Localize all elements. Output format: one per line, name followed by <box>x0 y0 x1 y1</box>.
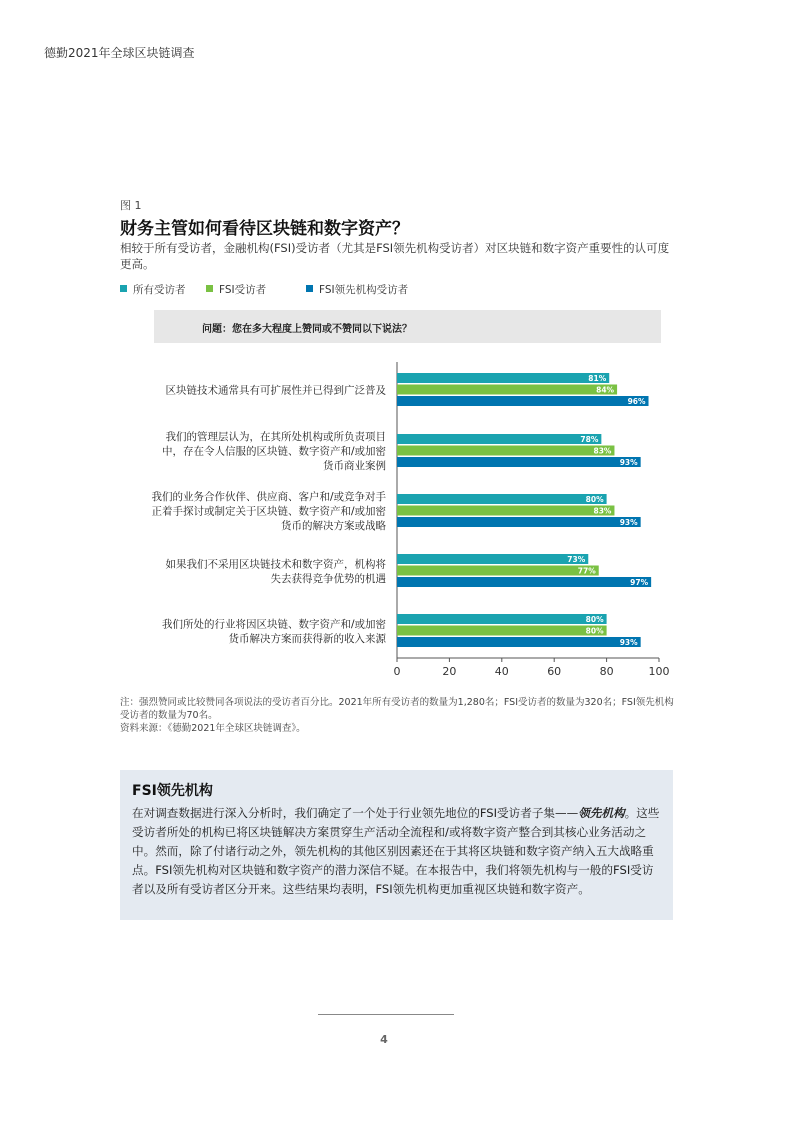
x-tick-label: 0 <box>393 665 401 678</box>
bar-value-label: 80% <box>585 626 604 636</box>
legend-label-fsi-leaders: FSI领先机构受访者 <box>319 284 409 296</box>
callout-emphasis: 领先机构 <box>578 806 625 820</box>
legend-label-all: 所有受访者 <box>133 284 186 296</box>
category-label: 货币的解决方案或战略 <box>281 520 386 532</box>
bar <box>397 566 599 576</box>
bar-value-label: 96% <box>627 397 646 406</box>
bar <box>397 637 641 647</box>
bar <box>397 614 607 624</box>
bar-value-label: 93% <box>619 458 638 467</box>
category-label: 货币解决方案而获得新的收入来源 <box>228 632 386 645</box>
fsi-leaders-callout <box>120 770 673 920</box>
x-tick-label: 40 <box>494 665 509 678</box>
category-label: 我们的业务合作伙伴、供应商、客户和/或竞争对手 <box>151 491 386 503</box>
bar-value-label: 80% <box>585 495 604 504</box>
bar <box>397 396 649 406</box>
bar-value-label: 77% <box>577 566 596 576</box>
bar <box>397 554 588 564</box>
bar-value-label: 83% <box>593 506 612 516</box>
question-text: 问题：您在多大程度上赞同或不赞同以下说法？ <box>202 324 412 335</box>
bar <box>397 446 614 456</box>
bar <box>397 373 609 383</box>
category-label: 我们的管理层认为，在其所处机构或所负责项目 <box>165 431 386 443</box>
category-label: 我们所处的行业将因区块链、数字资产和/或加密 <box>161 618 386 631</box>
bar-value-label: 73% <box>567 555 586 564</box>
bar <box>397 434 601 444</box>
x-tick-label: 80 <box>599 665 614 678</box>
bar <box>397 457 641 467</box>
bar-value-label: 83% <box>593 446 612 456</box>
figure-title: 财务主管如何看待区块链和数字资产？ <box>120 219 409 239</box>
figure-subtitle: 相较于所有受访者，金融机构(FSI)受访者（尤其是FSI领先机构受访者）对区块链和数字资产重要性的认可度更高。 <box>120 241 670 271</box>
category-label: 区块链技术通常具有可扩展性并已得到广泛普及 <box>165 384 386 397</box>
x-tick-label: 100 <box>648 665 670 678</box>
bar-value-label: 80% <box>585 615 604 624</box>
page-number: 4 <box>380 1033 388 1046</box>
x-tick-label: 60 <box>547 665 562 678</box>
bar <box>397 506 614 516</box>
category-label: 中，存在令人信服的区块链、数字资产和/或加密 <box>161 445 386 458</box>
x-tick-label: 20 <box>442 665 457 678</box>
callout-text-before: 在对调查数据进行深入分析时，我们确定了一个处于行业领先地位的FSI受访者子集—— <box>132 806 579 820</box>
legend-label-fsi: FSI受访者 <box>219 284 267 296</box>
source-text: 资料来源：《德勤2021年全球区块链调查》。 <box>120 723 306 734</box>
bar <box>397 626 607 636</box>
callout-title: FSI领先机构 <box>132 783 213 799</box>
figure-label: 图 1 <box>120 199 142 212</box>
bar-value-label: 78% <box>580 435 599 444</box>
chart-note <box>120 696 680 735</box>
footer-rule <box>318 1014 454 1015</box>
bar-value-label: 93% <box>619 638 638 647</box>
bar-value-label: 93% <box>619 518 638 527</box>
bar <box>397 494 607 504</box>
category-label: 货币商业案例 <box>323 460 386 472</box>
category-label: 正着手探讨或制定关于区块链、数字资产和/或加密 <box>151 505 386 518</box>
bar <box>397 385 617 395</box>
bar-value-label: 97% <box>630 578 649 587</box>
callout-body <box>132 804 662 899</box>
category-label: 如果我们不采用区块链技术和数字资产，机构将 <box>165 558 386 571</box>
bar <box>397 577 651 587</box>
bar-value-label: 81% <box>588 374 607 383</box>
note-text: 注：强烈赞同或比较赞同各项说法的受访者百分比。2021年所有受访者的数量为1,280名；FSI受访者的数量为320名；FSI领先机构受访者的数量为70名。 <box>120 697 674 721</box>
bar <box>397 517 641 527</box>
category-label: 失去获得竞争优势的机遇 <box>270 572 386 585</box>
callout-text-after: 。这些受访者所处的机构已将区块链解决方案贯穿生产活动全流程和/或将数字资产整合到其核心业务活动之中。然而，除了付诸行动之外，领先机构的其他区别因素还在于其将区块链和数字资产纳入五大战略重点。FSI领先机构对区块链和数字资产的潜力深信不疑。在本报告中，我们将领先机构与一般的FSI受访者以及所有受访者区分开来。这些结果均表明，FSI领先机构更加重视区块链和数字资产。 <box>132 806 660 896</box>
running-header: 德勤2021年全球区块链调查 <box>44 46 195 60</box>
bar-value-label: 84% <box>596 385 615 395</box>
